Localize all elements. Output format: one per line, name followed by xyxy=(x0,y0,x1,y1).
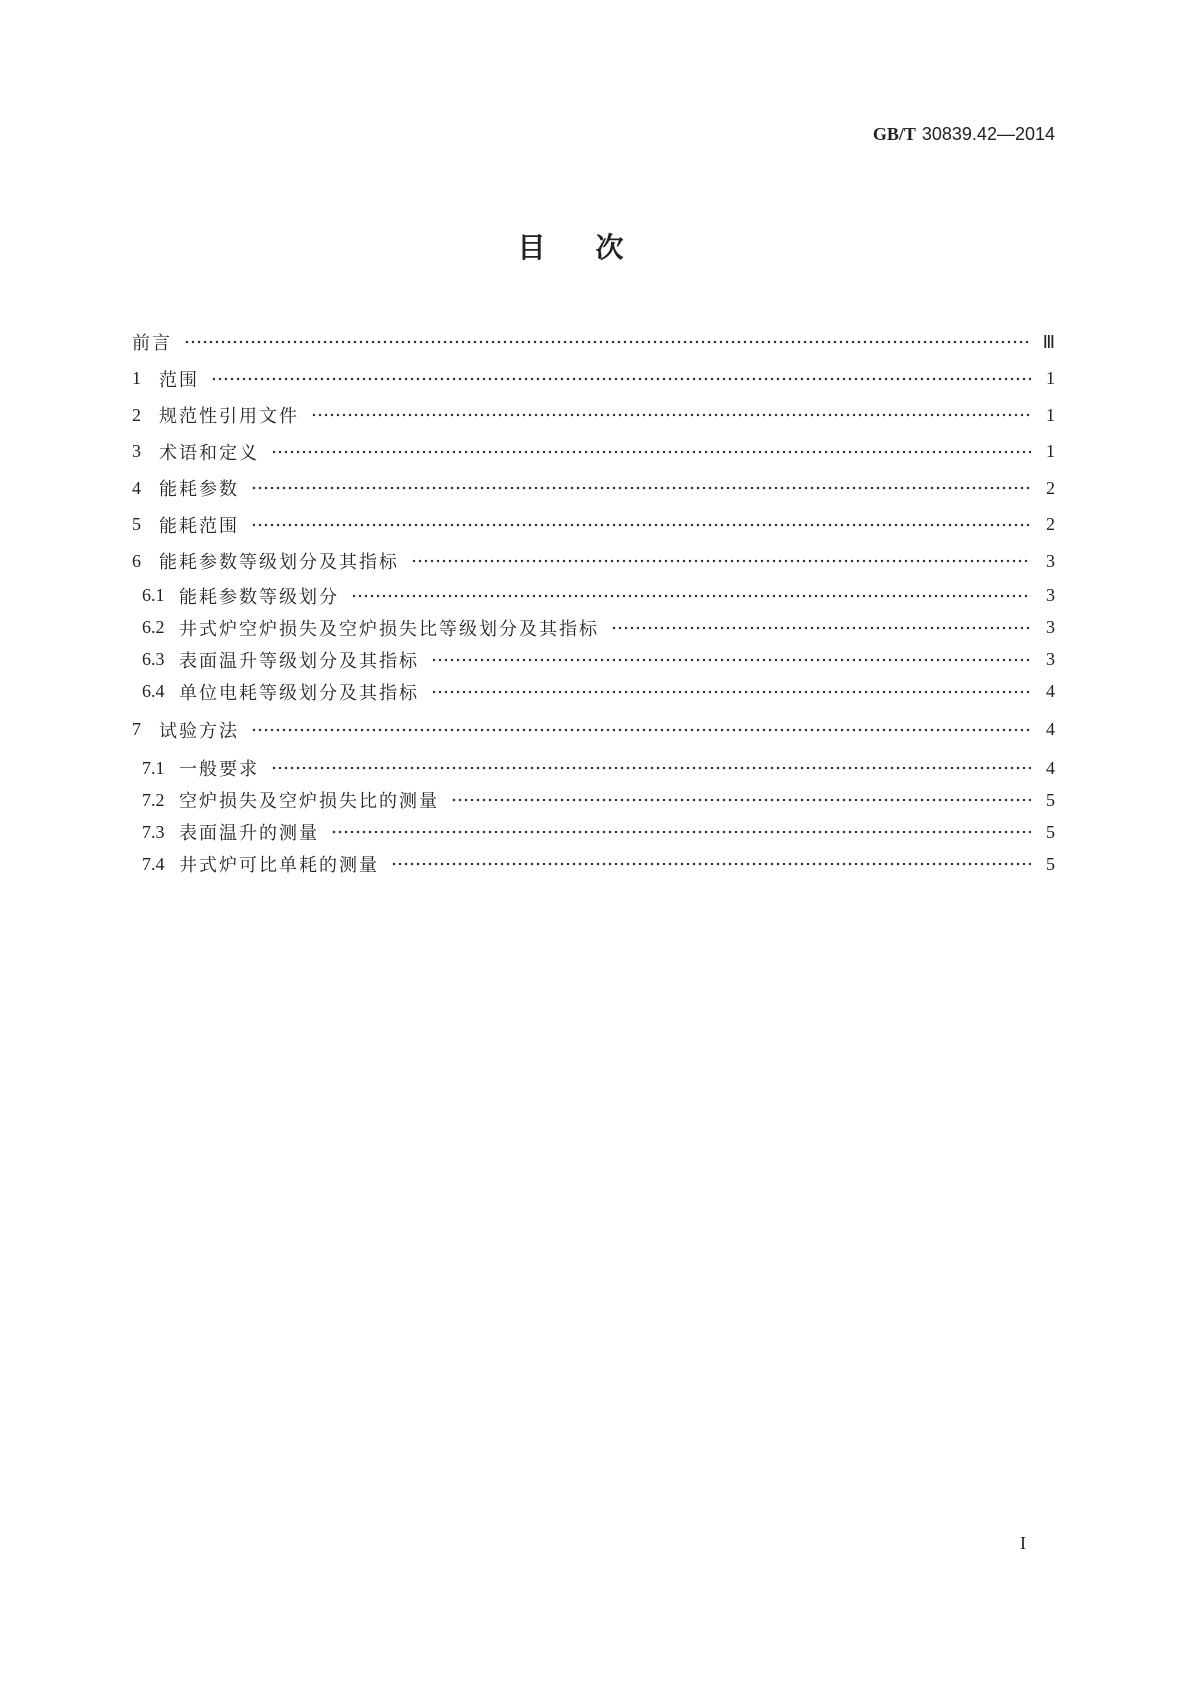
toc-entry-page: 2 xyxy=(1046,477,1055,498)
toc-entry-title: 空炉损失及空炉损失比的测量 xyxy=(179,791,439,812)
toc-entry-page: 3 xyxy=(1046,585,1055,605)
toc-entry-number: 1 xyxy=(132,368,141,389)
toc-entry[interactable] xyxy=(132,470,1055,507)
toc-entry-title: 能耗参数 xyxy=(159,479,239,501)
dot-leader xyxy=(351,594,1031,598)
page-number: I xyxy=(1020,1533,1026,1553)
dot-leader xyxy=(611,626,1031,630)
page-title: 目次 xyxy=(517,231,674,264)
toc-entry-page: 3 xyxy=(1046,617,1055,637)
dot-leader xyxy=(431,690,1031,694)
toc-entry-page: 5 xyxy=(1046,853,1055,874)
toc-entry-title: 前言 xyxy=(132,333,172,355)
toc-entry-title: 单位电耗等级划分及其指标 xyxy=(179,682,419,704)
toc-entry-number: 4 xyxy=(132,477,141,498)
dot-leader xyxy=(251,728,1031,732)
toc-entry-title: 术语和定义 xyxy=(159,442,259,464)
toc-entry[interactable] xyxy=(132,644,1055,676)
standard-code: 30839.42—2014 xyxy=(921,124,1055,144)
toc-entry-number: 2 xyxy=(132,404,141,425)
toc-entry-page: 5 xyxy=(1046,821,1055,842)
dot-leader xyxy=(251,523,1031,527)
dot-leader xyxy=(251,486,1031,490)
toc-entry[interactable] xyxy=(132,324,1055,361)
toc-entry-number: 6.2 xyxy=(142,617,165,637)
toc-entry-title: 井式炉空炉损失及空炉损失比等级划分及其指标 xyxy=(179,618,599,640)
toc-entry[interactable] xyxy=(132,848,1055,880)
table-of-contents xyxy=(132,324,1055,880)
toc-entry-title: 规范性引用文件 xyxy=(159,406,299,428)
toc-entry-page: 3 xyxy=(1046,550,1055,571)
toc-entry[interactable] xyxy=(132,784,1055,816)
toc-entry-number: 7.3 xyxy=(142,821,165,842)
dot-leader xyxy=(431,658,1031,662)
toc-entry[interactable] xyxy=(132,507,1055,544)
toc-entry-page: 4 xyxy=(1046,681,1055,701)
dot-leader xyxy=(311,413,1031,417)
toc-entry-title: 能耗参数等级划分及其指标 xyxy=(159,552,399,574)
toc-entry[interactable] xyxy=(132,712,1055,749)
toc-entry[interactable] xyxy=(132,580,1055,612)
toc-entry[interactable] xyxy=(132,434,1055,471)
toc-entry-page: 1 xyxy=(1046,404,1055,425)
toc-entry-page: 1 xyxy=(1046,368,1055,389)
toc-entry-page: 3 xyxy=(1046,649,1055,669)
toc-entry[interactable] xyxy=(132,612,1055,644)
toc-entry[interactable] xyxy=(132,543,1055,580)
toc-entry-title: 表面温升等级划分及其指标 xyxy=(179,650,419,672)
toc-entry-title: 一般要求 xyxy=(179,759,259,780)
dot-leader xyxy=(391,862,1031,866)
toc-entry-page: 5 xyxy=(1046,789,1055,810)
dot-leader xyxy=(451,798,1031,802)
dot-leader xyxy=(271,450,1031,454)
document-header xyxy=(873,124,1055,145)
toc-entry[interactable] xyxy=(132,752,1055,784)
toc-entry-number: 6.3 xyxy=(142,649,165,669)
toc-entry-number: 6.4 xyxy=(142,681,165,701)
toc-entry-number: 7.4 xyxy=(142,853,165,874)
toc-entry-page: 1 xyxy=(1046,441,1055,462)
toc-entry[interactable] xyxy=(132,397,1055,434)
toc-entry-page: 2 xyxy=(1046,514,1055,535)
dot-leader xyxy=(411,559,1031,563)
toc-entry[interactable] xyxy=(132,676,1055,708)
toc-entry-page: 4 xyxy=(1046,757,1055,778)
toc-entry-title: 试验方法 xyxy=(159,720,239,742)
toc-entry-number: 7 xyxy=(132,719,141,740)
toc-entry-title: 范围 xyxy=(159,369,199,391)
toc-entry-title: 井式炉可比单耗的测量 xyxy=(179,855,379,876)
toc-entry-title: 能耗参数等级划分 xyxy=(179,586,339,608)
dot-leader xyxy=(211,377,1031,381)
standard-prefix: GB/T xyxy=(872,124,916,144)
toc-entry[interactable] xyxy=(132,816,1055,848)
dot-leader xyxy=(184,340,1031,344)
toc-entry-number: 7.1 xyxy=(142,757,165,778)
toc-entry[interactable] xyxy=(132,361,1055,398)
dot-leader xyxy=(271,766,1031,770)
toc-entry-number: 6.1 xyxy=(142,585,165,605)
toc-entry-title: 表面温升的测量 xyxy=(179,823,319,844)
toc-entry-number: 5 xyxy=(132,514,141,535)
toc-entry-number: 3 xyxy=(132,441,141,462)
toc-entry-page: 4 xyxy=(1046,719,1055,740)
dot-leader xyxy=(331,830,1031,834)
toc-entry-page: Ⅲ xyxy=(1042,331,1055,352)
toc-entry-title: 能耗范围 xyxy=(159,515,239,537)
toc-entry-number: 6 xyxy=(132,550,141,571)
toc-entry-number: 7.2 xyxy=(142,789,165,810)
